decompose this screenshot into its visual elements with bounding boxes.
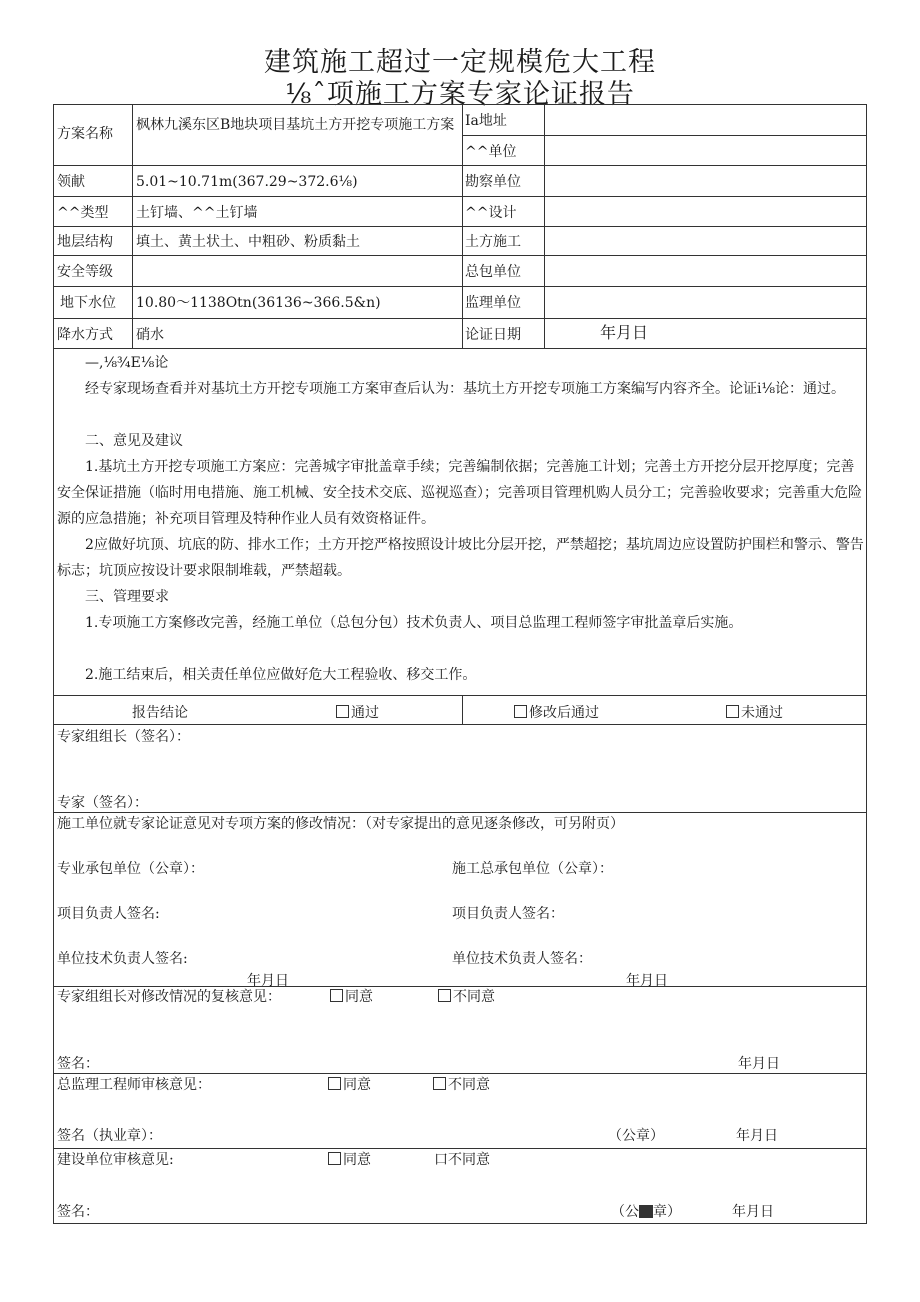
label-depth: 领献 [57, 174, 85, 190]
divider [462, 695, 463, 724]
checkbox-icon[interactable] [328, 1077, 341, 1090]
label-strata: 地层结构 [57, 234, 113, 250]
supervisor-label: 总监理工程师审核意见： [57, 1077, 211, 1093]
management-item-1: 1.专项施工方案修改完善，经施工单位（总包分包）技术负责人、项目总监理工程师签字审批盖章后实施。 [85, 615, 743, 631]
review-disagree-option[interactable] [438, 988, 495, 1006]
revision-header: 施工单位就专家论证意见对专项方案的修改情况：（对专家提出的意见逐条修改，可另附页） [57, 816, 624, 832]
label-address: Ia地址 [465, 113, 507, 129]
report-conclusion-label: 报告结论 [132, 705, 188, 721]
checkbox-icon[interactable] [328, 1152, 341, 1165]
supervisor-seal: （公章） [608, 1128, 664, 1144]
management-heading: 三、管理要求 [85, 589, 169, 605]
divider [462, 226, 867, 227]
option-pass-after-revision-label: 修改后通过 [529, 705, 599, 721]
option-pass[interactable] [336, 704, 379, 722]
divider [544, 104, 545, 348]
redacted-block-icon [639, 1205, 653, 1218]
divider [53, 286, 462, 287]
supervisor-disagree-option[interactable] [433, 1076, 490, 1094]
divider [462, 104, 463, 348]
divider [53, 812, 867, 813]
divider [462, 196, 867, 197]
supervisor-agree-option[interactable] [328, 1076, 371, 1094]
divider [53, 318, 462, 319]
owner-seal-prefix: （公 [611, 1204, 639, 1220]
management-item-2: 2.施工结束后，相关责任单位应做好危大工程验收、移交工作。 [85, 667, 477, 683]
label-design: ^^设计 [465, 205, 517, 221]
review-disagree-label: 不同意 [453, 989, 495, 1005]
owner-seal-suffix: 章） [653, 1204, 681, 1220]
supervisor-date: 年月日 [736, 1128, 778, 1144]
review-agree-option[interactable] [330, 988, 373, 1006]
value-plan-name: 枫林九溪东区B地块项目基坑土方开挖专项施工方案 [136, 117, 455, 133]
tech-signature-right: 单位技术负责人签名： [452, 951, 592, 967]
option-pass-after-revision[interactable] [514, 704, 599, 722]
label-support-type: ^^类型 [57, 205, 109, 221]
checkbox-icon[interactable] [433, 1077, 446, 1090]
doc-title-line1: 建筑施工超过一定规模危大工程 [264, 47, 656, 78]
review-sign-label: 签名： [57, 1056, 99, 1072]
checkbox-icon[interactable] [726, 705, 739, 718]
option-pass-label: 通过 [351, 705, 379, 721]
label-survey-unit: 勘察单位 [465, 174, 521, 190]
tech-signature-left: 单位技术负责人签名: [57, 951, 188, 967]
owner-sign-label: 签名： [57, 1204, 99, 1220]
divider [53, 348, 867, 349]
checkbox-icon[interactable] [330, 989, 343, 1002]
general-contractor-seal: 施工总承包单位（公章）： [452, 861, 613, 877]
divider [462, 286, 867, 287]
value-groundwater: 10.80～1138Otn(36136~366.5&n) [136, 295, 381, 311]
checkbox-icon[interactable] [336, 705, 349, 718]
owner-agree-option[interactable] [328, 1151, 371, 1169]
label-earthwork: 土方施工 [465, 234, 521, 250]
divider [462, 255, 867, 256]
opinions-heading: 二、意见及建议 [85, 433, 183, 449]
owner-agree-label: 同意 [343, 1152, 371, 1168]
owner-label: 建设单位审核意见: [57, 1152, 174, 1168]
divider [53, 255, 462, 256]
divider [462, 165, 867, 166]
divider [53, 165, 462, 166]
divider [53, 695, 867, 696]
value-dewatering: 硝水 [136, 327, 164, 343]
review-date: 年月日 [738, 1056, 780, 1072]
label-general-contractor: 总包单位 [465, 264, 521, 280]
label-review-date: 论证日期 [465, 327, 521, 343]
divider [132, 104, 133, 348]
label-unit: ^^单位 [465, 144, 517, 160]
label-supervision: 监理单位 [465, 295, 521, 311]
pm-signature-right: 项目负责人签名： [452, 906, 564, 922]
supervisor-agree-label: 同意 [343, 1077, 371, 1093]
doc-title-line2: ⅛ˆ项施工方案专家论证报告 [285, 79, 635, 110]
owner-date: 年月日 [732, 1204, 774, 1220]
divider [462, 135, 867, 136]
review-label: 专家组组长对修改情况的复核意见： [57, 989, 281, 1005]
divider [53, 1148, 867, 1149]
supervisor-sign-label: 签名（执业章）： [57, 1128, 162, 1144]
option-fail[interactable] [726, 704, 783, 722]
divider [53, 196, 462, 197]
conclusion-heading: —,⅛¾E⅛论 [85, 355, 169, 371]
value-strata: 填土、黄土状土、中粗砂、粉质黏土 [136, 234, 360, 250]
date-left: 年月日 [247, 973, 289, 986]
checkbox-icon[interactable] [438, 989, 451, 1002]
divider [462, 318, 867, 319]
opinions-item-1: 1.基坑土方开挖专项施工方案应：完善城字审批盖章手续；完善编制依据；完善施工计划；完善土方开挖分层开挖厚度；完善安全保证措施（临时用电措施、施工机械、安全技术交底、巡视巡查）；完善项目管理机购人员分工；完善验收要求；完善重大危险源的应急措施；补充项目管理及特种作业人员有效资格证件。 [57, 459, 862, 527]
option-fail-label: 未通过 [741, 705, 783, 721]
sub-contractor-seal: 专业承包单位（公章）： [57, 861, 204, 877]
pm-signature-left: 项目负责人签名: [57, 906, 160, 922]
review-agree-label: 同意 [345, 989, 373, 1005]
divider [53, 226, 462, 227]
opinions-item-2: 2应做好坑顶、坑底的防、排水工作；土方开挖严格按照设计坡比分层开挖，严禁超挖；基坑周边应设置防护围栏和警示、警告标志；坑顶应按设计要求限制堆载，严禁超载。 [57, 537, 864, 579]
divider [53, 986, 867, 987]
checkbox-icon[interactable] [514, 705, 527, 718]
divider [53, 724, 867, 725]
label-safety-level: 安全等级 [57, 264, 113, 280]
conclusion-paragraph: 经专家现场查看并对基坑土方开挖专项施工方案审查后认为：基坑土方开挖专项施工方案编写内容齐全。论证i⅛论：通过。 [85, 381, 846, 397]
owner-disagree-option[interactable]: 口不同意 [434, 1152, 490, 1168]
value-depth: 5.01~10.71m(367.29~372.6⅛) [136, 174, 358, 190]
date-right: 年月日 [626, 973, 668, 986]
value-review-date: 年月日 [600, 323, 649, 342]
label-dewatering: 降水方式 [57, 327, 113, 343]
value-support-type: 土钉墙、^^土钉墙 [136, 205, 258, 221]
label-plan-name: 方案名称 [57, 126, 113, 142]
label-groundwater: 地下水位 [60, 295, 116, 311]
experts-signature-label: 专家（签名）： [57, 795, 148, 811]
leader-signature-label: 专家组组长（签名）： [57, 729, 190, 745]
supervisor-disagree-label: 不同意 [448, 1077, 490, 1093]
divider [53, 1073, 867, 1074]
owner-seal [611, 1203, 681, 1221]
